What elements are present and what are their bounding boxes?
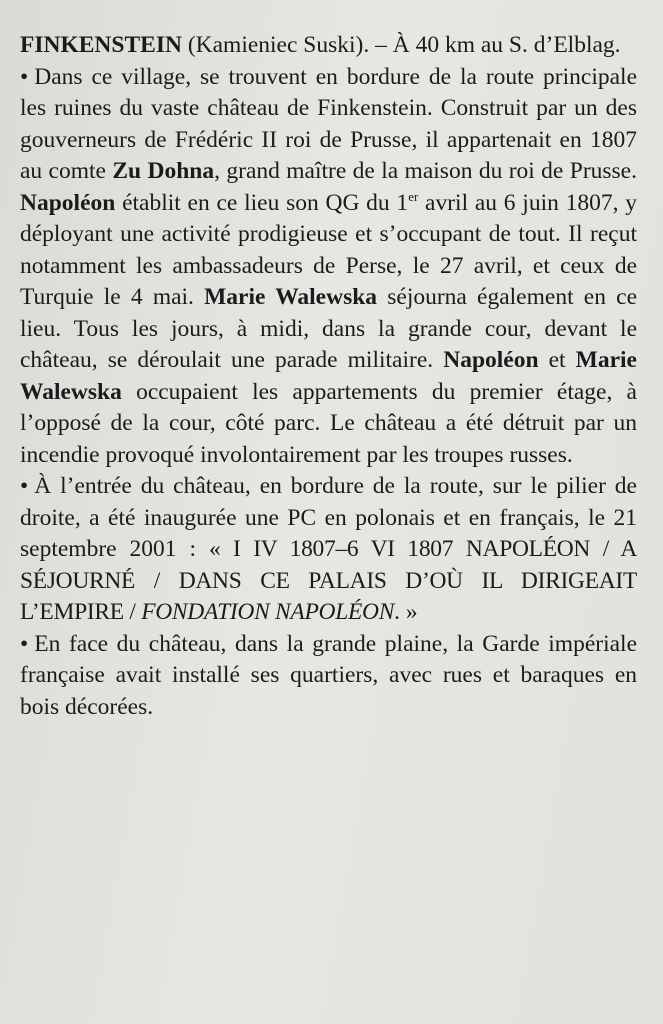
text-segment: séjourna également en ce lieu. Tous les jours, à midi, dans la grande cour, devant le château, se déroulait une parade militaire.: [20, 284, 638, 373]
text-segment: Dans ce village, se trouvent en bordure de la route principale les ruines du vaste château de Finkenstein. Construit par un des gouverneurs de Frédéric II roi de Prusse, il appartenait en 1807 au comte: [20, 63, 637, 184]
entry-title: FINKENSTEIN: [20, 32, 182, 58]
text-segment: et: [538, 347, 576, 373]
entry-paragraph-2: [20, 471, 637, 629]
entry-paragraph-3: [20, 629, 637, 724]
text-segment: occupaient les appartements du premier étage, à l’opposé de la cour, côté parc. Le château a été détruit par un incendie provoqué involontairement par les troupes russes.: [20, 378, 637, 468]
name-marie-walewska: Marie Walewska: [204, 284, 378, 310]
text-segment: En face du château, dans la grande plaine, la Garde impériale française avait installé ses quartiers, avec rues et baraques en bois décorées.: [20, 630, 637, 720]
ordinal-superscript: er: [408, 188, 419, 204]
entry-paragraph-1: [20, 30, 637, 471]
text-segment: , grand maître de la maison du roi de Prusse.: [214, 158, 637, 184]
text-segment: . »: [394, 599, 418, 625]
plaque-inscription: « I IV 1807–6 VI 1807 NAPOLÉON / A SÉJOURNÉ / DANS CE PALAIS D’OÙ IL DIRIGEAIT L’EMPIRE /: [20, 536, 637, 625]
name-zu-dohna: Zu Dohna: [112, 158, 215, 184]
bullet-icon: •: [20, 63, 29, 90]
name-napoleon: Napoléon: [20, 189, 116, 216]
name-napoleon: Napoléon: [443, 347, 539, 373]
name-marie-walewska: Marie Walewska: [20, 347, 637, 405]
text-segment: établit en ce lieu son QG du 1: [115, 189, 409, 216]
text-segment: avril au 6 juin 1807, y déployant une activité prodigieuse et s’occupant de tout. Il reçut notamment les ambassadeurs de Perse, le 27 avril, et ceux de Turquie le 4 mai.: [20, 189, 637, 310]
foundation-name: FONDATION NAPOLÉON: [141, 599, 395, 625]
entry-location: (Kamieniec Suski). – À 40 km au S. d’Elblag.: [187, 32, 621, 58]
bullet-icon: •: [20, 630, 29, 657]
bullet-icon: •: [20, 473, 29, 499]
text-segment: À l’entrée du château, en bordure de la route, sur le pilier de droite, a été inaugurée une PC en polonais et en français, le 21 septembre 2001 :: [20, 473, 637, 562]
